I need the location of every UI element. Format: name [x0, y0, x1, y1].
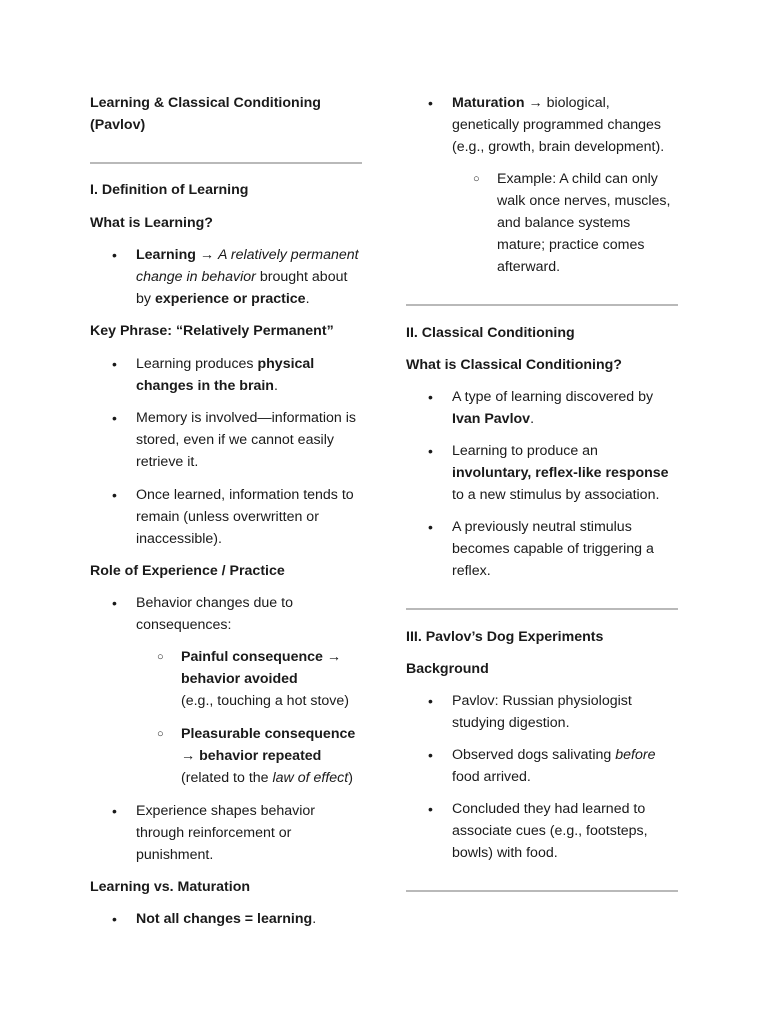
list-item	[90, 592, 362, 789]
item-text: food arrived.	[452, 769, 531, 785]
bullet-icon: •	[112, 595, 117, 611]
punctuation: .	[530, 411, 535, 427]
maturation-list	[90, 908, 362, 930]
item-text: to a new stimulus by association.	[452, 487, 660, 503]
punctuation: .	[312, 911, 317, 927]
item-text: Pavlov: Russian physiologist studying digestion.	[452, 693, 632, 731]
list-item	[90, 244, 362, 310]
sub-list-item	[90, 646, 362, 712]
sub-list	[406, 168, 678, 278]
role-list	[90, 592, 362, 866]
bullet-icon: •	[428, 95, 433, 111]
item-text: Behavior changes due to consequences:	[136, 595, 293, 633]
bullet-icon: •	[428, 389, 433, 405]
list-item	[90, 407, 362, 473]
definition-bold: experience or practice	[154, 291, 306, 307]
list-item	[406, 690, 678, 734]
maturation-continued-list	[406, 92, 678, 278]
circle-bullet-icon: ○	[157, 728, 164, 740]
item-bold: Pleasurable consequence → behavior repeated	[181, 726, 356, 764]
item-text: Learning produces	[136, 356, 258, 372]
item-text: → biological, genetically programmed changes (e.g., growth, brain development).	[452, 95, 665, 155]
item-bold: involuntary, reflex-like response	[452, 465, 669, 481]
item-text: A type of learning discovered by	[452, 389, 654, 405]
list-item	[406, 386, 678, 430]
term-maturation: Maturation	[452, 95, 525, 111]
section-divider	[406, 890, 678, 892]
section-heading-classical-conditioning: II. Classical Conditioning	[406, 325, 575, 341]
item-text: (e.g., touching a hot stove)	[181, 693, 349, 709]
sub-list	[90, 646, 362, 789]
bullet-icon: •	[112, 410, 117, 426]
bullet-icon: •	[112, 247, 117, 263]
punctuation: .	[273, 378, 278, 394]
item-bold: Ivan Pavlov	[452, 411, 531, 427]
document-title: Learning & Classical Conditioning (Pavlov)	[90, 95, 321, 133]
section-heading-pavlov-experiments: III. Pavlov’s Dog Experiments	[406, 629, 604, 645]
list-item	[90, 353, 362, 397]
bullet-icon: •	[112, 356, 117, 372]
bullet-icon: •	[112, 911, 117, 927]
item-text: Learning to produce an	[452, 443, 598, 459]
list-item	[90, 908, 362, 930]
item-bold: physical changes in the brain	[136, 356, 315, 394]
list-item	[406, 440, 678, 506]
background-list	[406, 690, 678, 864]
circle-bullet-icon: ○	[473, 173, 480, 185]
punctuation: .	[305, 291, 310, 307]
item-text: (related to the	[181, 770, 273, 786]
learning-vs-maturation-heading: Learning vs. Maturation	[90, 879, 251, 895]
item-bold: Not all changes = learning	[136, 911, 313, 927]
item-text: Concluded they had learned to associate cues (e.g., footsteps, bowls) with food.	[452, 801, 648, 861]
section-heading-definition: I. Definition of Learning	[90, 182, 249, 198]
role-heading: Role of Experience / Practice	[90, 563, 285, 579]
section-divider	[90, 162, 362, 164]
list-item	[406, 516, 678, 582]
sub-list-item	[90, 723, 362, 789]
item-text: Experience shapes behavior through reinforcement or punishment.	[136, 803, 316, 863]
punctuation: )	[348, 770, 353, 786]
bullet-icon: •	[112, 803, 117, 819]
bullet-icon: •	[428, 801, 433, 817]
key-phrase-heading: Key Phrase: “Relatively Permanent”	[90, 323, 334, 339]
right-column	[406, 92, 678, 892]
subheading-what-is-cc: What is Classical Conditioning?	[406, 357, 622, 373]
sub-list-item	[406, 168, 678, 278]
item-text: Once learned, information tends to remain (unless overwritten or inaccessible).	[136, 487, 354, 547]
term-learning: Learning	[136, 247, 196, 263]
key-phrase-list	[90, 353, 362, 550]
list-item	[406, 798, 678, 864]
section-divider	[406, 304, 678, 306]
left-column	[90, 92, 362, 930]
definition-italic: A relatively permanent change in behavior	[136, 247, 359, 285]
subheading-what-is-learning: What is Learning?	[90, 215, 213, 231]
item-text: Example: A child can only walk once nerves, muscles, and balance systems mature; practice comes afterward.	[497, 171, 671, 275]
list-item	[90, 484, 362, 550]
classical-conditioning-list	[406, 386, 678, 582]
definition-list	[90, 244, 362, 310]
bullet-icon: •	[428, 443, 433, 459]
item-italic: before	[615, 747, 656, 763]
section-divider	[406, 608, 678, 610]
item-text: Observed dogs salivating	[452, 747, 616, 763]
circle-bullet-icon: ○	[157, 651, 164, 663]
bullet-icon: •	[112, 487, 117, 503]
subheading-background: Background	[406, 661, 489, 677]
item-text: Memory is involved—information is stored, even if we cannot easily retrieve it.	[136, 410, 356, 470]
list-item	[406, 744, 678, 788]
list-item	[406, 92, 678, 278]
definition-text: brought about by	[136, 269, 348, 307]
bullet-icon: •	[428, 693, 433, 709]
list-item	[90, 800, 362, 866]
arrow-icon: →	[195, 247, 218, 263]
bullet-icon: •	[428, 747, 433, 763]
item-text: A previously neutral stimulus becomes capable of triggering a reflex.	[452, 519, 654, 579]
item-italic: law of effect	[272, 770, 349, 786]
bullet-icon: •	[428, 519, 433, 535]
item-bold: Painful consequence → behavior avoided	[181, 649, 342, 687]
